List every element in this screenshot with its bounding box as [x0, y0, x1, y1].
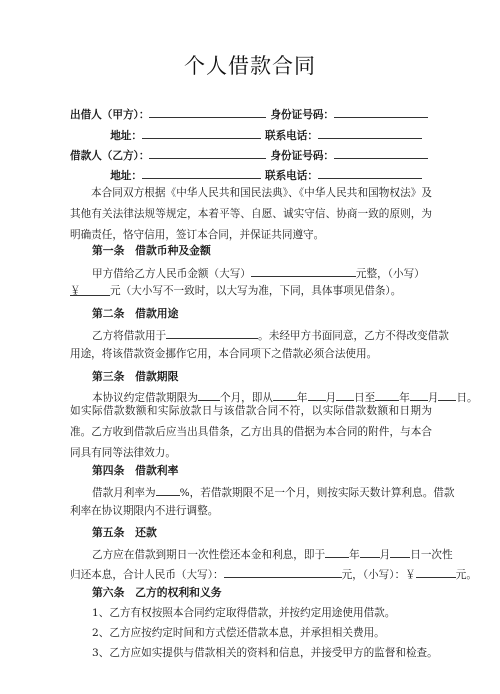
end-year-label: 年	[399, 392, 410, 404]
article-6-item: 2、乙方应按约定时间和方式偿还借款本息，并承担相关费用。	[92, 627, 385, 639]
article-5-heading: 第五条 还款	[92, 526, 157, 539]
article-1-text-c: 元（大小写不一致时，以大写为准，下同，具体事项见借条）。	[110, 285, 402, 297]
lender-id-label: 身份证号码：	[270, 109, 335, 121]
repay-year-field[interactable]	[325, 546, 349, 558]
borrower-phone-field[interactable]	[318, 167, 422, 179]
lender-phone-field[interactable]	[318, 127, 422, 139]
start-year-label: 年	[296, 392, 308, 404]
article-1-text-a: 甲方借给乙方人民币金额（大写）	[92, 268, 251, 280]
start-year-field[interactable]	[273, 389, 297, 401]
document-title: 个人借款合同	[184, 54, 316, 78]
repay-month-field[interactable]	[360, 546, 380, 558]
amount-words-field[interactable]	[251, 265, 356, 277]
article-1-line-1	[92, 265, 425, 281]
repay-text-e: 元，（小写）：￥	[341, 569, 416, 581]
article-6-heading: 第六条 乙方的权利和义务	[92, 586, 222, 599]
borrower-label: 借款人（乙方）：	[70, 150, 150, 162]
yen-symbol: ￥	[70, 285, 81, 297]
borrower-phone-label: 联系电话：	[265, 170, 318, 182]
article-4-heading: 第四条 借款利率	[92, 464, 179, 477]
rate-text-b: %，若借款期限不足一个月，则按实际天数计算利息。借款	[179, 487, 455, 499]
repay-text-f: 元。	[455, 569, 477, 581]
article-2-text-a: 乙方将借款用于	[92, 330, 167, 342]
monthly-rate-field[interactable]	[156, 484, 180, 496]
article-1-text-b: 元整，（小写）	[355, 268, 425, 280]
start-month-label: 月	[325, 392, 337, 404]
article-4-line-1	[92, 484, 454, 500]
article-1-line-2	[70, 284, 401, 298]
repay-total-figures-field[interactable]	[416, 566, 456, 578]
article-2-heading: 第二条 借款用途	[92, 307, 179, 320]
article-1-heading: 第一条 借款币种及金额	[92, 244, 211, 257]
loan-purpose-field[interactable]	[166, 327, 258, 339]
lender-name-field[interactable]	[149, 106, 266, 118]
end-day-label: 日。	[456, 392, 478, 404]
start-day-label: 日至	[354, 392, 376, 404]
article-2-line-1	[92, 327, 449, 343]
repay-year-label: 年	[349, 549, 360, 561]
article-6-item: 3、乙方应如实提供与借款相关的资料和信息，并接受甲方的监督和检查。	[92, 647, 438, 659]
borrower-row	[70, 147, 428, 163]
borrower-id-field[interactable]	[334, 147, 428, 159]
start-month-field[interactable]	[308, 389, 326, 401]
lender-address-label: 地址：	[110, 130, 142, 142]
rate-text-a: 借款月利率为	[92, 487, 156, 499]
term-text-b: 个月，即从	[219, 392, 273, 404]
lender-phone-label: 联系电话：	[265, 130, 318, 142]
end-year-field[interactable]	[375, 389, 399, 401]
term-text-a: 本协议约定借款期限为	[92, 392, 198, 404]
borrower-name-field[interactable]	[149, 147, 266, 159]
term-months-field[interactable]	[198, 389, 220, 401]
repay-text-a: 乙方应在借款到期日一次性偿还本金和利息，即于	[92, 549, 326, 561]
end-day-field[interactable]	[438, 389, 456, 401]
lender-row	[70, 106, 428, 122]
article-3-heading: 第三条 借款期限	[92, 370, 179, 383]
repay-month-label: 月	[379, 549, 391, 561]
lender-label: 出借人（甲方）：	[70, 109, 150, 121]
article-4-line-2: 利率在协议期限内不进行调整。	[70, 505, 219, 517]
preamble-text: 本合同双方根据《中华人民共和国民法典》、《中华人民共和国物权法》及其他有关法律法规等规定，本着平等、自愿、诚实守信、协商一致的原则，为明确责任，恪守信用，签订本合同，并保证共同遵守。	[70, 187, 432, 241]
lender-id-field[interactable]	[334, 106, 428, 118]
lender-address-field[interactable]	[142, 127, 261, 139]
article-2-line-2: 用途，将该借款资金挪作它用，本合同项下之借款必须合法使用。	[70, 348, 378, 360]
repay-text-d: 归还本息，合计人民币（大写）：	[70, 569, 224, 581]
amount-figures-field[interactable]	[70, 284, 110, 296]
article-5-line-2	[70, 566, 477, 582]
borrower-id-label: 身份证号码：	[270, 150, 335, 162]
article-5-line-1	[92, 546, 453, 562]
article-6-item: 1、乙方有权按照本合同约定取得借款，并按约定用途使用借款。	[92, 607, 396, 619]
article-2-text-b: 。未经甲方书面同意，乙方不得改变借款	[258, 330, 449, 342]
start-day-field[interactable]	[336, 389, 354, 401]
borrower-address-row	[70, 167, 422, 183]
end-month-field[interactable]	[410, 389, 428, 401]
article-3-body: 如实际借款数额和实际放款日与该借款合同不符，以实际借款数额和日期为准。乙方收到借款后应当出具借条，乙方出具的借据为本合同的附件，与本合同具有同等法律效力。	[70, 405, 432, 459]
end-month-label: 月	[427, 392, 439, 404]
borrower-address-field[interactable]	[142, 167, 261, 179]
borrower-address-label: 地址：	[110, 170, 142, 182]
repay-text-c: 日一次性	[410, 549, 453, 561]
lender-address-row	[70, 127, 422, 143]
repay-total-words-field[interactable]	[224, 566, 342, 578]
repay-day-field[interactable]	[390, 546, 410, 558]
